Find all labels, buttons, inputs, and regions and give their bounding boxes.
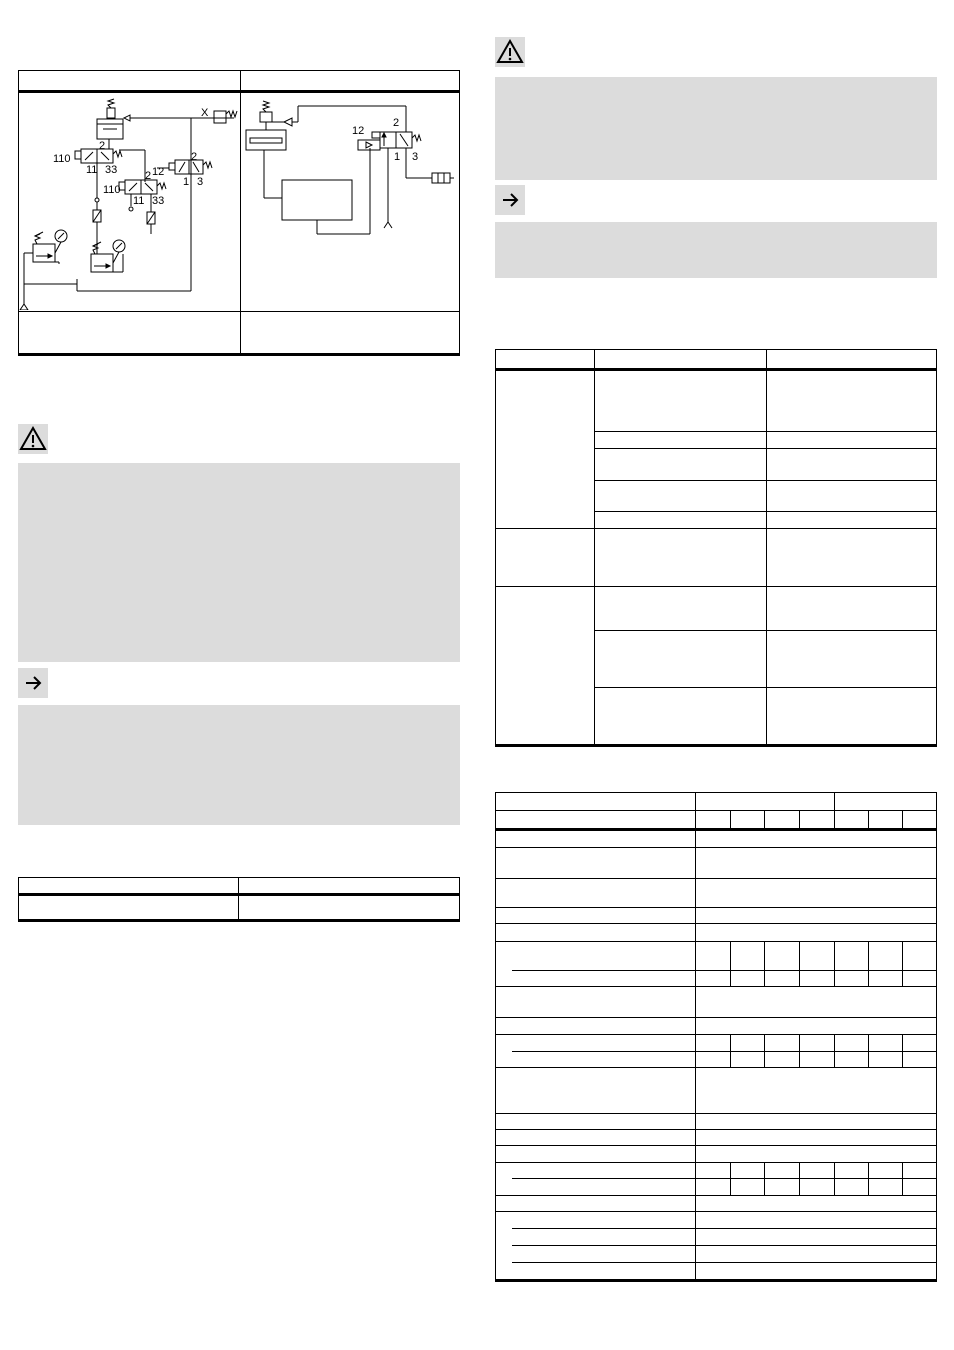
right-note-text-panel (495, 222, 937, 278)
left-diagram-label-11a: 11 (86, 164, 98, 176)
warning-triangle-icon (18, 424, 48, 454)
tech-table-subcol (799, 1162, 800, 1195)
tech-table-row-rule (495, 1067, 937, 1068)
trouble-table-row-rule (594, 687, 937, 688)
trouble-table-row-rule (594, 511, 937, 512)
tech-table-row-rule (495, 1211, 937, 1212)
tech-table-subcol (730, 941, 731, 986)
trouble-table-group-rule (495, 586, 937, 587)
tech-table-left-border (495, 792, 496, 1282)
tech-table-group-divider (834, 792, 835, 810)
left-diagram-label-12: 12 (152, 166, 165, 178)
warning-triangle-icon (495, 37, 525, 67)
left-diagram-label-2c: 2 (191, 151, 198, 163)
tech-table-subcol (799, 941, 800, 986)
trouble-table-row-rule (594, 448, 937, 449)
tech-table-row-rule (495, 923, 937, 924)
tech-table-subcol (764, 1034, 765, 1067)
tech-table-subcol (902, 810, 903, 828)
trouble-table-bottom-rule (495, 744, 937, 747)
small-table-top-rule (18, 877, 460, 878)
tech-table-row-rule (495, 1162, 937, 1163)
small-table-bottom-rule (18, 919, 460, 922)
left-diagram-label-11b: 11 (133, 195, 145, 207)
tech-table-row-rule (495, 1145, 937, 1146)
right-diagram-label-3: 3 (412, 151, 419, 163)
tech-table-row-rule (495, 1034, 937, 1035)
trouble-table-group-rule (495, 528, 937, 529)
arrow-right-icon (18, 668, 48, 698)
small-table-center-border (238, 877, 239, 922)
diagram-table-bottom-rule (18, 353, 460, 356)
left-warning-box (18, 424, 48, 454)
tech-table-bottom-rule (495, 1279, 937, 1282)
right-warning-box (495, 37, 525, 67)
tech-table-top-rule (495, 792, 937, 793)
tech-table-row-rule (512, 1178, 937, 1179)
right-circuit-diagram (242, 94, 458, 310)
tech-table-row-rule (495, 986, 937, 987)
right-diagram-label-12: 12 (352, 125, 365, 137)
tech-table-row-rule (495, 1195, 937, 1196)
left-warning-text-panel (18, 463, 460, 662)
tech-table-row-rule (495, 1129, 937, 1130)
right-diagram-label-1: 1 (394, 151, 401, 163)
small-table-left-border (18, 877, 19, 922)
tech-table-subcol (834, 810, 835, 828)
left-diagram-label-3: 3 (197, 176, 204, 188)
left-diagram-label-x: X (201, 107, 209, 119)
left-diagram-label-33b: 33 (152, 195, 165, 207)
diagram-table-header-rule (18, 90, 460, 93)
tech-table-row-rule (495, 1113, 937, 1114)
left-note-text-panel (18, 705, 460, 825)
diagram-table-right-border (459, 70, 460, 356)
left-note-box (18, 668, 48, 698)
tech-table-label-divider (695, 792, 696, 1282)
tech-table-subcol (730, 810, 731, 828)
tech-table-subcol (764, 810, 765, 828)
tech-table-header-rule-1 (495, 810, 937, 811)
left-diagram-label-2b: 2 (145, 170, 152, 182)
tech-table-subcol (799, 1034, 800, 1067)
small-table-right-border (459, 877, 460, 922)
diagram-table-center-border (240, 70, 241, 356)
tech-table-row-rule (495, 847, 937, 848)
left-diagram-label-2a: 2 (99, 140, 106, 152)
left-diagram-label-110a: 110 (53, 153, 71, 165)
tech-table-subcol (834, 1034, 835, 1067)
trouble-table-row-rule (594, 431, 937, 432)
trouble-table-row-rule (594, 630, 937, 631)
tech-table-subcol (902, 941, 903, 986)
left-circuit-diagram (19, 94, 239, 310)
arrow-right-icon (495, 185, 525, 215)
tech-table-row-rule (512, 970, 937, 971)
tech-table-subcol (764, 1162, 765, 1195)
tech-table-row-rule (512, 1051, 937, 1052)
trouble-table-row-rule (594, 480, 937, 481)
tech-table-row-rule (495, 878, 937, 879)
left-diagram-label-33a: 33 (105, 164, 118, 176)
tech-table-row-rule (495, 1017, 937, 1018)
tech-table-row-rule (512, 1245, 937, 1246)
tech-table-subcol (868, 1034, 869, 1067)
tech-table-subcol (764, 941, 765, 986)
tech-table-row-rule (495, 907, 937, 908)
tech-table-subcol (868, 810, 869, 828)
tech-table-row-rule (512, 1262, 937, 1263)
right-diagram-label-2: 2 (393, 117, 400, 129)
tech-table-row-rule (495, 941, 937, 942)
tech-table-subcol (868, 1162, 869, 1195)
small-table-header-rule (18, 893, 460, 896)
trouble-table-col-border-0 (495, 349, 496, 747)
tech-table-subcol (730, 1034, 731, 1067)
tech-table-row-rule (512, 1228, 937, 1229)
tech-table-header-rule-2 (495, 828, 937, 831)
left-diagram-label-1: 1 (183, 176, 190, 188)
tech-table-right-border (936, 792, 937, 1282)
tech-table-subcol (902, 1162, 903, 1195)
right-warning-text-panel (495, 77, 937, 180)
right-note-box (495, 185, 525, 215)
tech-table-subcol (834, 1162, 835, 1195)
diagram-table-top-rule (18, 70, 460, 71)
trouble-table-header-rule (495, 368, 937, 371)
left-diagram-label-110b: 110 (103, 184, 121, 196)
tech-table-subcol (730, 1162, 731, 1195)
tech-table-subcol (868, 941, 869, 986)
tech-table-subcol (799, 810, 800, 828)
tech-table-subcol (902, 1034, 903, 1067)
trouble-table-top-rule (495, 349, 937, 350)
tech-table-subcol (834, 941, 835, 986)
diagram-table-caption-rule (18, 311, 460, 312)
